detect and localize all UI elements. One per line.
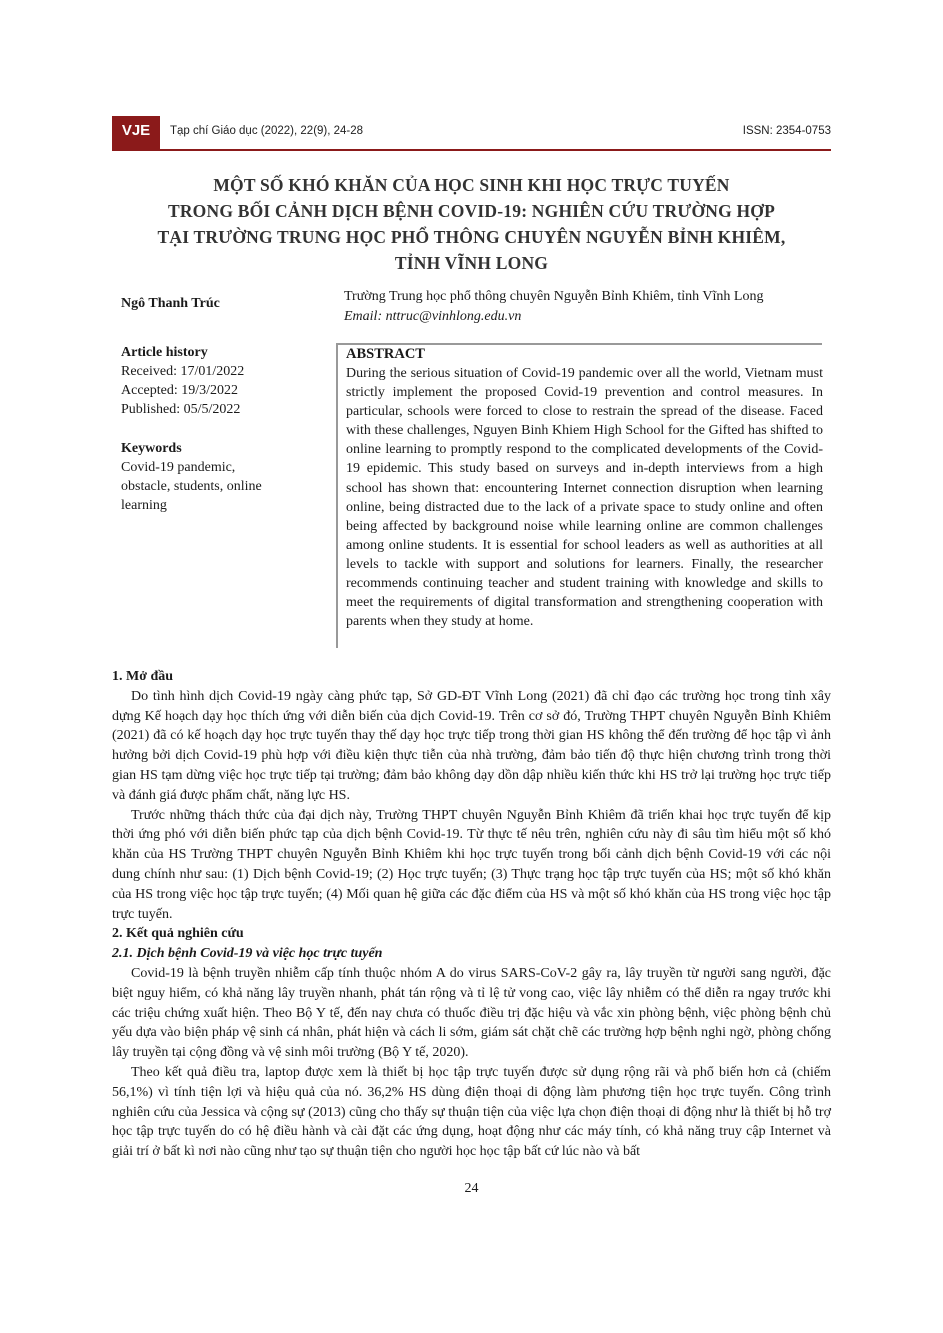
paragraph: Trước những thách thức của đại dịch này, Trường THPT chuyên Nguyễn Bỉnh Khiêm đã triển khai học trực tuyến để kịp thời ứng phó với diễn biến phức tạp của dịch bệnh Covid-19. Từ thực tế nêu trên, nghiên cứu này đi sâu tìm hiểu một số khó khăn của HS Trường THPT chuyên Nguyễn Bỉnh Khiêm khi học trực tuyến trong bối cảnh dịch bệnh Covid-19 với các nội dung chính như sau: (1) Dịch bệnh Covid-19; (2) Học trực tuyến; (3) Thực trạng học tập trực tuyến của HS; một số khó khăn của HS trong việc học tập trực tuyến; (4) Mối quan hệ giữa các đặc điểm của HS và một số khó khăn của HS trong việc học tập trực tuyến.	[112, 807, 831, 922]
title-line: TẠI TRƯỜNG TRUNG HỌC PHỔ THÔNG CHUYÊN NGUYỄN BỈNH KHIÊM,	[157, 227, 786, 247]
journal-logo: VJE	[112, 116, 160, 150]
published-date: Published: 05/5/2022	[121, 402, 241, 417]
journal-issn: ISSN: 2354-0753	[742, 125, 831, 137]
abstract-heading: ABSTRACT	[346, 346, 425, 362]
title-line: TỈNH VĨNH LONG	[394, 253, 549, 273]
author-email: Email: nttruc@vinhlong.edu.vn	[344, 309, 522, 324]
received-date: Received: 17/01/2022	[121, 364, 245, 379]
article-sidebar	[121, 343, 321, 515]
abstract-box	[336, 343, 822, 648]
header-rule	[112, 149, 831, 151]
journal-header	[112, 116, 831, 150]
subsection-heading: 2.1. Dịch bệnh Covid-19 và việc học trực tuyến	[112, 946, 383, 962]
keywords-heading: Keywords	[121, 441, 182, 456]
title-line: TRONG BỐI CẢNH DỊCH BỆNH COVID-19: NGHIÊN CỨU TRƯỜNG HỢP	[167, 201, 776, 221]
page-number: 24	[464, 1181, 479, 1196]
author-affiliation-block	[344, 287, 763, 327]
abstract-text: During the serious situation of Covid-19 pandemic over all the world, Vietnam must strictly implement the proposed Covid-19 prevention and control measures. In particular, schools were forced to close to restrain the spread of the disease. Faced with these challenges, Nguyen Binh Khiem High School for the Gifted has shifted to online learning to promptly respond to the complicated developments of the Covid-19 epidemic. This study based on surveys and in-depth interviews from a high school has shown that: encountering Internet connection disruption when learning online, being distracted due to the lack of a private space to study online and often being affected by background noise while learning online are common challenges among online students. It is essential for school leaders as well as authorities at all levels to tackle with support and solutions for learners. Finally, the researcher recommends continuing teacher and student training with knowledge and skills to meet the requirements of digital transformation and strengthening cooperation with parents when they study at home.	[346, 366, 823, 630]
paper-title	[112, 172, 831, 276]
paragraph: Theo kết quả điều tra, laptop được xem là thiết bị học tập trực tuyến được sử dụng rộng rãi và phổ biến hơn cả (chiếm 56,1%) vì tính tiện lợi và hiệu quả của nó. 36,2% HS dùng điện thoại di động làm phương tiện học trực tuyến. Công trình nghiên cứu của Jessica và cộng sự (2013) cũng cho thấy sự thuận tiện của việc lựa chọn điện thoại di động như là thiết bị hỗ trợ học tập trực tuyến do có hệ điều hành và cài đặt các ứng dụng, hoạt động như các máy tính, có khả năng truy cập Internet và giải trí ở bất kì nơi nào cũng như tạo sự thuận tiện cho người học học tập bất cứ lúc nào và bất	[112, 1064, 831, 1160]
title-line: MỘT SỐ KHÓ KHĂN CỦA HỌC SINH KHI HỌC TRỰC TUYẾN	[213, 175, 730, 195]
accepted-date: Accepted: 19/3/2022	[121, 383, 239, 398]
keywords-text: Covid-19 pandemic, obstacle, students, online learning	[121, 460, 262, 513]
paragraph: Do tình hình dịch Covid-19 ngày càng phức tạp, Sở GD-ĐT Vĩnh Long (2021) đã chỉ đạo các trường học trong tỉnh xây dựng Kế hoạch dạy học thích ứng với diễn biến của dịch Covid-19. Trên cơ sở đó, Trường THPT chuyên Nguyễn Bỉnh Khiêm (2021) đã có kế hoạch dạy học trực tuyến thay thế dạy học trực tiếp trong thời gian HS không thể đến trường để học tập vì ảnh hưởng bởi dịch Covid-19 phù hợp với điều kiện thực tiễn của nhà trường, đảm bảo tiến độ thực hiện chương trình trong thời gian HS tạm dừng việc học trực tiếp tại trường; đảm bảo không dạy dồn dập nhiều kiến thức khi HS trở lại trường học trực tiếp và đánh giá được phẩm chất, năng lực HS.	[112, 688, 831, 803]
section-heading: 1. Mở đầu	[112, 669, 174, 684]
body-text	[112, 667, 831, 1162]
affiliation: Trường Trung học phổ thông chuyên Nguyễn Bỉnh Khiêm, tỉnh Vĩnh Long	[344, 289, 764, 304]
section-heading: 2. Kết quả nghiên cứu	[112, 926, 244, 942]
journal-citation: Tạp chí Giáo dục (2022), 22(9), 24-28	[170, 125, 364, 137]
paragraph: Covid-19 là bệnh truyền nhiễm cấp tính thuộc nhóm A do virus SARS-CoV-2 gây ra, lây truyền từ người sang người, đặc biệt nguy hiểm, có khả năng lây truyền nhanh, phát tán rộng và tỉ lệ tử vong cao, việc lây nhiễm có thể diễn ra ngay trước khi các triệu chứng xuất hiện. Theo Bộ Y tế, đến nay chưa có thuốc điều trị đặc hiệu và vắc xin phòng bệnh, việc phòng bệnh chủ yếu dựa vào biện pháp vệ sinh cá nhân, phát hiện và cách li sớm, giám sát chặt chẽ các trường hợp bệnh nghi ngờ, phòng chống lây truyền tại cộng đồng và vệ sinh môi trường (Bộ Y tế, 2020).	[112, 965, 831, 1061]
author-name: Ngô Thanh Trúc	[121, 296, 220, 311]
article-history-heading: Article history	[121, 345, 208, 360]
